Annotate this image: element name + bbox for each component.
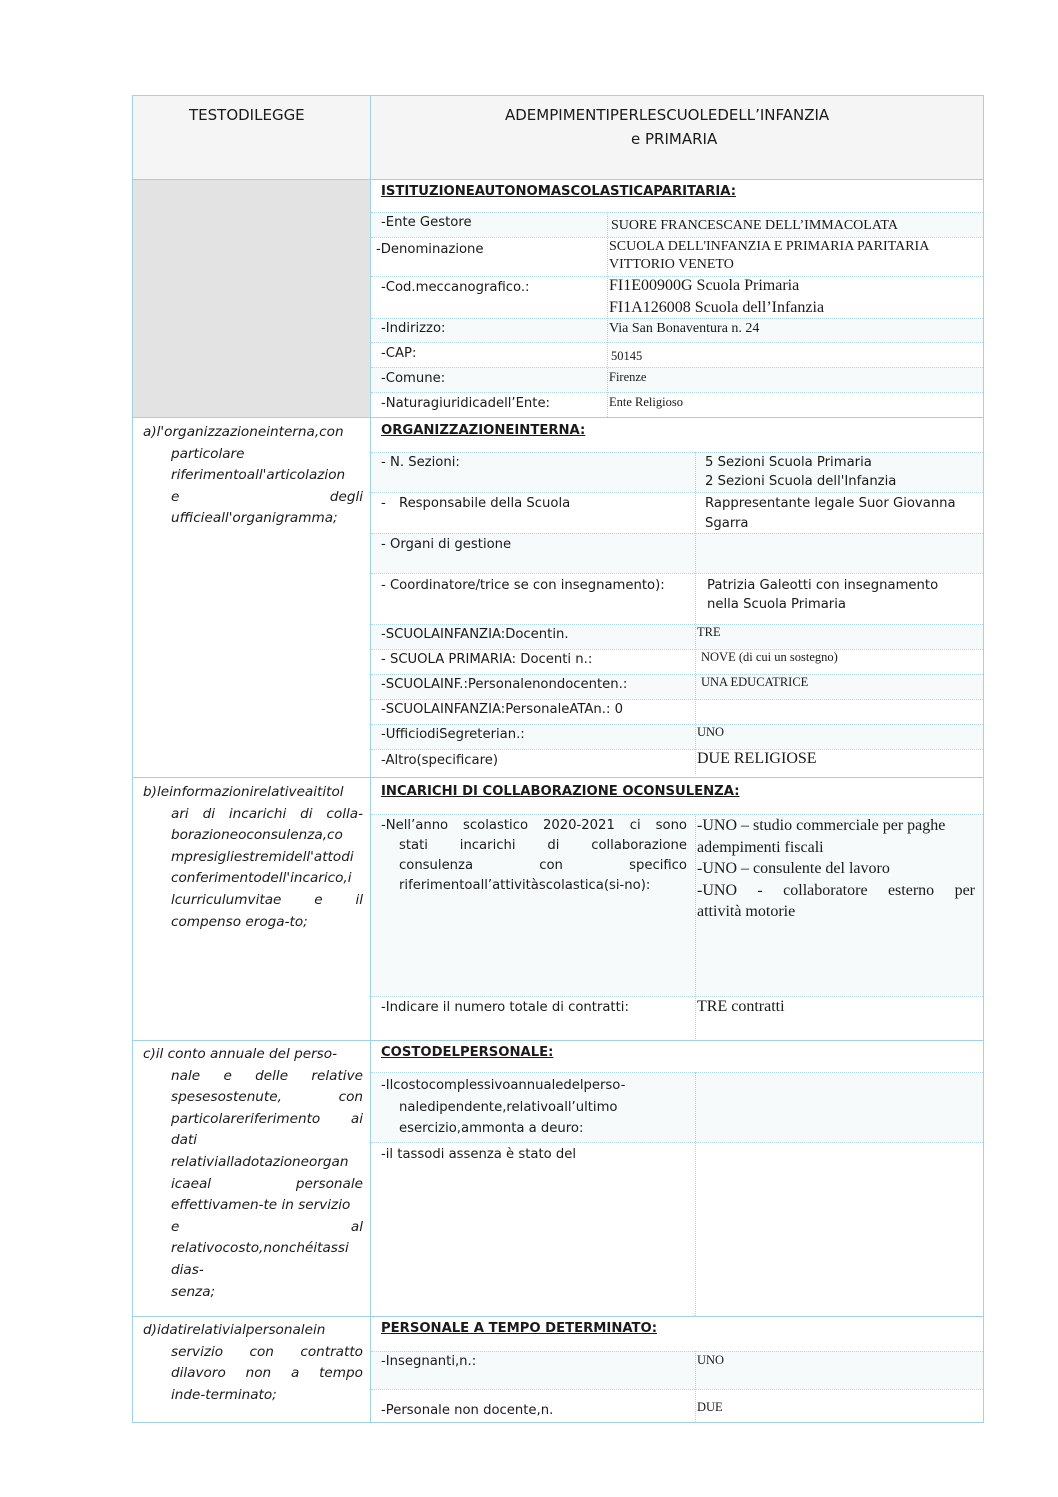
coordinatore-value-line2: nella Scuola Primaria xyxy=(707,597,846,612)
row-line xyxy=(371,1389,983,1390)
segreteria-label: -UfficiodiSegreterian.: xyxy=(381,727,525,742)
costo-personale-section-title: COSTODELPERSONALE: xyxy=(381,1045,554,1060)
section-a-line: e degli xyxy=(171,488,363,505)
cod-meccanografico-value-line2: FI1A126008 Scuola dell’Infanzia xyxy=(609,299,825,316)
section-c-legal-text xyxy=(143,1044,363,1303)
section-c-first-line: il conto annuale del perso- xyxy=(155,1046,337,1062)
incarichi-answer-line: -UNO - collaboratore esterno per xyxy=(697,881,975,899)
organi-gestione-label: - Organi di gestione xyxy=(381,537,512,552)
costo-line: naledipendente,relativoall’ultimo xyxy=(399,1099,618,1115)
personale-non-docente-label: -Personale non docente,n. xyxy=(381,1403,554,1418)
section-a-line: ufficieall'organigramma; xyxy=(171,510,338,527)
row-line xyxy=(133,1316,983,1317)
primaria-docenti-label: - SCUOLA PRIMARIA: Docenti n.: xyxy=(381,652,593,667)
insegnanti-label: -Insegnanti,n.: xyxy=(381,1354,477,1369)
section-b-line: lcurriculumvitae e il xyxy=(171,891,363,908)
ente-gestore-label: -Ente Gestore xyxy=(381,215,472,230)
natura-giuridica-label: -Naturagiuridicadell’Ente: xyxy=(381,396,551,411)
infanzia-non-docenti-label: -SCUOLAINF.:Personalenondocenten.: xyxy=(381,677,628,692)
section-b-line: mpresigliestremidell'attodi xyxy=(171,848,354,865)
section-d-line: dilavoro non a tempo xyxy=(171,1365,363,1382)
incarichi-question-line: -Nell’anno scolastico 2020-2021 ci sono xyxy=(381,818,687,833)
row-line xyxy=(133,1040,983,1041)
row-line xyxy=(371,724,983,725)
cap-label: -CAP: xyxy=(381,346,417,361)
tasso-assenza-label: -il tassodi assenza è stato del xyxy=(381,1147,577,1162)
section-c-line: spesesostenute, con xyxy=(171,1089,363,1106)
row-fill xyxy=(371,367,983,392)
row-line xyxy=(371,674,983,675)
section-a-first-line: l'organizzazioneinterna,con xyxy=(156,424,344,440)
comune-label: -Comune: xyxy=(381,371,446,386)
altro-label: -Altro(specificare) xyxy=(381,753,498,768)
organizzazione-section-title: ORGANIZZAZIONEINTERNA: xyxy=(381,423,586,438)
section-b-letter: b) xyxy=(143,784,157,800)
section-c-line: relativocosto,nonchéitassi xyxy=(171,1240,349,1257)
header-right-title-line2: e PRIMARIA xyxy=(631,130,718,148)
row-line xyxy=(371,1351,983,1352)
primaria-docenti-value: NOVE (di cui un sostegno) xyxy=(701,650,838,664)
section-d-line: inde-terminato; xyxy=(171,1386,277,1403)
responsabile-value-line2: Sgarra xyxy=(705,516,749,531)
section-c-line: nale e delle relative xyxy=(171,1067,363,1084)
infanzia-ata-label: -SCUOLAINFANZIA:PersonaleATAn.: 0 xyxy=(381,702,624,717)
incarichi-section-title: INCARICHI DI COLLABORAZIONE OCONSULENZA: xyxy=(381,784,740,799)
section-c-line: e al xyxy=(171,1218,363,1235)
section-c-line: effettivamen-te in servizio xyxy=(171,1197,351,1214)
incarichi-answer-line: adempimenti fiscali xyxy=(697,838,824,856)
incarichi-question-line: consulenza con specifico xyxy=(399,858,687,873)
section-b-first-line: leinformazionirelativeaititol xyxy=(156,784,344,800)
row-line xyxy=(371,1142,983,1143)
row-line xyxy=(133,179,983,180)
incarichi-answer-line: -UNO – studio commerciale per paghe xyxy=(697,817,946,834)
section-d-first-line: idatirelativialpersonalein xyxy=(156,1322,326,1338)
denominazione-label: -Denominazione xyxy=(376,242,484,257)
section-b-legal-text xyxy=(143,782,363,933)
section-b-line: ari di incarichi di colla- xyxy=(171,805,363,822)
row-line xyxy=(371,367,983,368)
row-line xyxy=(371,1072,983,1073)
value-divider-istituzione xyxy=(607,212,608,417)
header-right-title-line1: ADEMPIMENTIPERLESCUOLEDELL’INFANZIA xyxy=(505,106,830,124)
section-c-line: particolareriferimento ai xyxy=(171,1110,363,1127)
incarichi-answer-line: -UNO – consulente del lavoro xyxy=(697,860,890,878)
section-b-line: borazioneoconsulenza,co xyxy=(171,827,343,844)
header-left-title: TESTODILEGGE xyxy=(189,106,305,124)
document-table xyxy=(132,95,984,1423)
responsabile-value-line1: Rappresentante legale Suor Giovanna xyxy=(705,496,956,511)
row-line xyxy=(371,492,983,493)
section-a-letter: a) xyxy=(143,424,157,440)
denominazione-value-line2: VITTORIO VENETO xyxy=(609,257,734,272)
responsabile-dash: - xyxy=(381,496,386,511)
incarichi-question-line: riferimentoall’attivitàscolastica(si-no): xyxy=(399,878,651,893)
denominazione-value-line1: SCUOLA DELL'INFANZIA E PRIMARIA PARITARIA xyxy=(609,239,930,254)
section-c-letter: c) xyxy=(143,1046,156,1062)
incarichi-answer xyxy=(697,815,975,923)
section-d-letter: d) xyxy=(143,1322,157,1338)
row-line xyxy=(371,237,983,238)
comune-value: Firenze xyxy=(609,370,647,384)
responsabile-label: Responsabile della Scuola xyxy=(399,496,571,511)
segreteria-value: UNO xyxy=(697,725,725,739)
coordinatore-label: - Coordinatore/trice se con insegnamento): xyxy=(381,578,665,593)
incarichi-answer-line: attività motorie xyxy=(697,903,796,921)
totale-contratti-value: TRE contratti xyxy=(697,998,785,1015)
incarichi-question-line: stati incarichi di collaborazione xyxy=(399,838,687,853)
istituzione-left-cell xyxy=(133,179,370,417)
insegnanti-value: UNO xyxy=(697,1353,725,1367)
sezioni-value-line2: 2 Sezioni Scuola dell'Infanzia xyxy=(705,474,897,489)
infanzia-non-docenti-value: UNA EDUCATRICE xyxy=(701,675,809,689)
indirizzo-value: Via San Bonaventura n. 24 xyxy=(609,321,760,336)
section-c-line: dias- xyxy=(171,1261,204,1278)
section-a-line: particolare xyxy=(171,445,245,462)
infanzia-docenti-label: -SCUOLAINFANZIA:Docentin. xyxy=(381,627,569,642)
row-line xyxy=(371,624,983,625)
personale-non-docente-value: DUE xyxy=(697,1400,723,1414)
row-line xyxy=(371,649,983,650)
value-divider-c xyxy=(695,1072,696,1316)
indirizzo-label: -Indirizzo: xyxy=(381,321,446,336)
row-line xyxy=(371,212,983,213)
value-divider-d xyxy=(695,1351,696,1422)
section-a-line: riferimentoall'articolazion xyxy=(171,467,346,484)
section-a-legal-text xyxy=(143,422,363,530)
natura-giuridica-value: Ente Religioso xyxy=(609,395,683,409)
costo-personale-text xyxy=(381,1075,625,1140)
value-divider-b xyxy=(695,814,696,1039)
row-line xyxy=(371,573,983,574)
row-line xyxy=(371,749,983,750)
section-c-line: icaeal personale xyxy=(171,1175,363,1192)
section-d-line: servizio con contratto xyxy=(171,1343,363,1360)
section-c-line: dati xyxy=(171,1132,198,1149)
row-line xyxy=(133,777,983,778)
row-line xyxy=(133,417,983,418)
cod-meccanografico-value-line1: FI1E00900G Scuola Primaria xyxy=(609,277,800,294)
section-d-legal-text xyxy=(143,1320,363,1406)
row-line xyxy=(371,318,983,319)
costo-line: esercizio,ammonta a deuro: xyxy=(399,1121,584,1137)
value-divider-a xyxy=(695,452,696,774)
row-line xyxy=(371,996,983,997)
sezioni-label: - N. Sezioni: xyxy=(381,455,460,470)
totale-contratti-label: -Indicare il numero totale di contratti: xyxy=(381,1000,629,1015)
tempo-determinato-section-title: PERSONALE A TEMPO DETERMINATO: xyxy=(381,1321,658,1336)
incarichi-question xyxy=(381,816,687,896)
section-b-line: conferimentodell'incarico,i xyxy=(171,870,352,887)
altro-value: DUE RELIGIOSE xyxy=(697,750,817,767)
costo-line: -Ilcostocomplessivoannualedelperso- xyxy=(381,1078,626,1093)
column-divider xyxy=(370,96,371,1422)
section-c-line: senza; xyxy=(171,1283,216,1300)
row-line xyxy=(371,533,983,534)
sezioni-value-line1: 5 Sezioni Scuola Primaria xyxy=(705,455,872,470)
row-line xyxy=(371,452,983,453)
cod-meccanografico-label: -Cod.meccanografico.: xyxy=(381,280,530,295)
row-line xyxy=(371,392,983,393)
row-line xyxy=(371,699,983,700)
coordinatore-value-line1: Patrizia Galeotti con insegnamento xyxy=(707,578,939,593)
istituzione-section-title: ISTITUZIONEAUTONOMASCOLASTICAPARITARIA: xyxy=(381,184,736,199)
infanzia-docenti-value: TRE xyxy=(697,625,721,639)
section-c-line: relativialladotazioneorgan xyxy=(171,1153,349,1170)
row-line xyxy=(371,342,983,343)
cap-value: 50145 xyxy=(611,349,643,363)
section-b-line: compenso eroga-to; xyxy=(171,913,308,930)
ente-gestore-value: SUORE FRANCESCANE DELL’IMMACOLATA xyxy=(611,218,898,233)
